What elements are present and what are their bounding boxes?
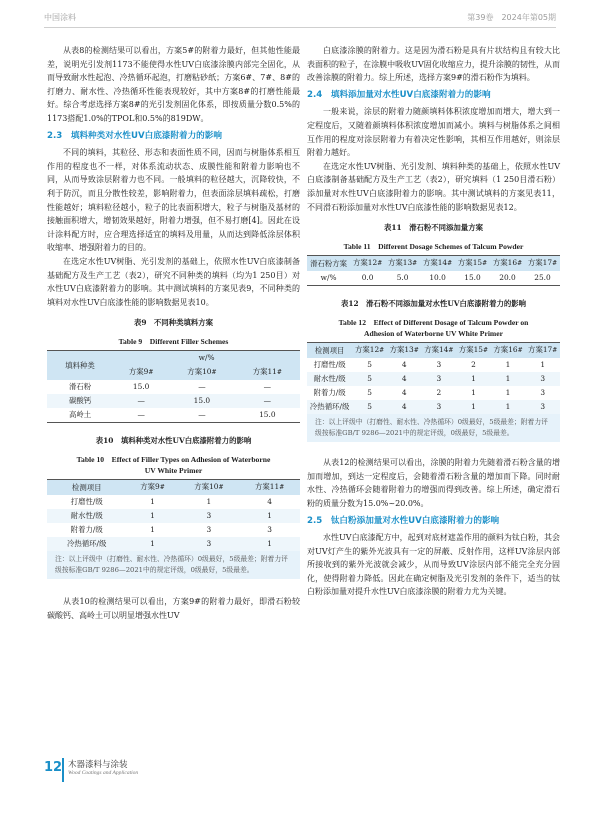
- scheme-mark: #: [279, 484, 285, 492]
- table10-col-header: 方案11#: [239, 480, 300, 496]
- paragraph: 从表12的检测结果可以看出，涂膜的附着力先随着滑石粉含量的增加而增加，到达一定程度后，会随着滑石粉含量的增加而下降。同时耐水性、冷热循环会随着附着力的增强而得到改善。综上所述，确定滑石粉的质量分数为15.0%~20.0%。: [307, 458, 560, 508]
- table-cell: 2: [422, 386, 457, 400]
- table-cell: 5: [352, 372, 387, 386]
- table-row: [307, 400, 560, 414]
- page-number: 12: [44, 760, 63, 775]
- table-cell: 15.0: [169, 394, 234, 408]
- table11-caption-en: Table 11 Different Dosage Schemes of Talcum Powder: [343, 242, 524, 252]
- table-cell: 3: [179, 509, 240, 523]
- issue-info: 第39卷 2024年第05期: [467, 13, 556, 22]
- table-cell: 1: [179, 495, 240, 509]
- table-cell: 25.0: [525, 271, 560, 286]
- table-cell: —: [113, 394, 169, 408]
- scheme-mark: #: [377, 260, 383, 268]
- row-label: 耐水性/级: [307, 372, 352, 386]
- row-label: 高岭土: [47, 408, 113, 423]
- footer-journal-zh: 木器漆料与涂装: [68, 760, 128, 770]
- table-cell: 1: [456, 372, 491, 386]
- footer-journal-en: Wood Coatings and Application: [68, 770, 139, 776]
- table-cell: 4: [387, 400, 422, 414]
- table12-col-header: 方案12#: [352, 343, 387, 359]
- table-cell: 1: [239, 537, 300, 551]
- scheme-mark: #: [447, 260, 453, 268]
- scheme-mark: #: [517, 260, 523, 268]
- table-cell: 3: [422, 358, 457, 372]
- table12-col-header: 方案15#: [456, 343, 491, 359]
- table-cell: 0.0: [350, 271, 385, 286]
- table-cell: 3: [525, 386, 560, 400]
- table-cell: 3: [422, 400, 457, 414]
- table-cell: 3: [525, 400, 560, 414]
- table-cell: 10.0: [420, 271, 455, 286]
- table12-caption-en-2: Adhesion of Waterborne UV White Primer: [364, 329, 503, 339]
- table10-caption-en-2: UV White Primer: [144, 466, 203, 476]
- table11-col-header: 方案17#: [525, 256, 560, 272]
- table-cell: 1: [491, 386, 526, 400]
- table-row: [47, 537, 300, 551]
- table-cell: 20.0: [490, 271, 525, 286]
- table11-col-header: 方案15#: [455, 256, 490, 272]
- footer-accent-bar: [62, 758, 64, 782]
- table10-caption-zh: 表10 填料种类对水性UV白底漆附着力的影响: [95, 436, 252, 446]
- table-cell: 1: [491, 400, 526, 414]
- table11-col-header: 方案12#: [350, 256, 385, 272]
- table-cell: —: [235, 394, 300, 408]
- scheme-mark: #: [552, 347, 558, 355]
- table9-col-header: 方案10#: [169, 365, 234, 380]
- table-cell: 3: [179, 523, 240, 537]
- table-cell: 2: [456, 358, 491, 372]
- table12-col-header: 方案14#: [422, 343, 457, 359]
- table10: [47, 479, 300, 551]
- table12-col-header: 方案16#: [491, 343, 526, 359]
- paragraph: 从表8的检测结果可以看出，方案5#的附着力最好，但其他性能最差，说明光引发剂1173不能使得水性UV白底漆涂膜内部完全固化，从而导致耐水性起泡、冷热循环起泡，打磨粘砂纸；方案6#、7#、8#的打磨力、耐水性、冷热循环性能表现较好，其中方案8#的打磨性能最好。综合考虑选择方案8#的光引发剂固化体系，即按质量分数0.5%的1173搭配1.0%的TPOL和0.5%的819DW。: [47, 46, 300, 123]
- table-cell: 1: [126, 495, 178, 509]
- header-divider: [44, 27, 556, 28]
- table12-col-header: 方案13#: [387, 343, 422, 359]
- scheme-mark: #: [413, 347, 419, 355]
- table9-caption-en: Table 9 Different Filler Schemes: [118, 337, 229, 347]
- table10-note: 注：以上评级中（打磨性、耐水性、冷热循环）0级最好，5级最差；附着力评级按标准GB/T 9286—2021中的规定评级，0级最好，5级最差。: [47, 551, 300, 579]
- scheme-mark: #: [482, 347, 489, 355]
- table11-col-header: 方案16#: [490, 256, 525, 272]
- table12-caption-zh: 表12 滑石粉不同添加量对水性UV白底漆附着力的影响: [340, 299, 527, 309]
- left-column: [47, 44, 300, 622]
- table-cell: 1: [126, 537, 178, 551]
- row-label: 附着力/级: [47, 523, 126, 537]
- table-row: [47, 495, 300, 509]
- scheme-mark: #: [148, 369, 154, 377]
- table-cell: 1: [491, 358, 526, 372]
- row-label: 冷热循环/级: [307, 400, 352, 414]
- table-cell: 4: [387, 386, 422, 400]
- table-cell: 5: [352, 358, 387, 372]
- table12-col-header: 方案17#: [525, 343, 560, 359]
- table12-caption-en-1: Table 12 Effect of Different Dosage of Talcum Powder on: [338, 318, 529, 328]
- scheme-mark: #: [448, 347, 454, 355]
- section-heading-2-3: 2.3 填料种类对水性UV白底漆附着力的影响: [47, 130, 222, 141]
- table-row: [47, 394, 300, 408]
- scheme-mark: #: [379, 347, 385, 355]
- table9-row-head: 填料种类: [47, 351, 113, 381]
- table-cell: 1: [456, 386, 491, 400]
- row-label: 打磨性/级: [307, 358, 352, 372]
- table-cell: 3: [179, 537, 240, 551]
- table9-col-header: 方案9#: [113, 365, 169, 380]
- table10-col-header: 方案9#: [126, 480, 178, 496]
- table-row: [47, 523, 300, 537]
- table-cell: 15.0: [113, 380, 169, 394]
- table11: [307, 255, 560, 286]
- table-row: [47, 408, 300, 423]
- table-cell: 4: [387, 372, 422, 386]
- scheme-mark: #: [276, 369, 282, 377]
- table-cell: 3: [525, 372, 560, 386]
- section-heading-2-5: 2.5 钛白粉添加量对水性UV白底漆附着力的影响: [307, 515, 500, 526]
- table12: [307, 342, 560, 414]
- table-cell: 4: [239, 495, 300, 509]
- table-cell: 4: [387, 358, 422, 372]
- table11-caption-zh: 表11 滑石粉不同添加量方案: [384, 223, 483, 233]
- table-row: [47, 380, 300, 394]
- paragraph: 水性UV白底漆配方中，起到对底材遮盖作用的颜料为钛白粉，其会对UV灯产生的紫外光波具有一定的屏蔽、反射作用，这样UV涂层内部所接收到的紫外光波就会减少，从而导致UV涂层内部不能完全充分固化，使得附着力降低。因此在确定树脂及光引发剂的条件下，适当的钛白粉添加量对提升水性UV白底漆涂膜的附着力尤为关键。: [307, 533, 560, 597]
- scheme-mark: #: [552, 260, 558, 268]
- table-cell: 1: [491, 372, 526, 386]
- row-label: 冷热循环/级: [47, 537, 126, 551]
- table10-col-header: 方案10#: [179, 480, 240, 496]
- table9-group-head: w/%: [113, 351, 300, 366]
- row-label: 打磨性/级: [47, 495, 126, 509]
- table-cell: 5.0: [385, 271, 420, 286]
- table-row: [47, 509, 300, 523]
- row-label: 耐水性/级: [47, 509, 126, 523]
- scheme-mark: #: [517, 347, 523, 355]
- journal-name: 中国涂料: [44, 13, 76, 22]
- table-cell: —: [235, 380, 300, 394]
- row-label: w/%: [307, 271, 350, 286]
- right-column: [307, 44, 560, 599]
- table-row: [307, 271, 560, 286]
- table-cell: 5: [352, 400, 387, 414]
- table-cell: 15.0: [235, 408, 300, 423]
- row-label: 滑石粉: [47, 380, 113, 394]
- table-cell: —: [169, 380, 234, 394]
- table-cell: 3: [239, 523, 300, 537]
- table-cell: 15.0: [455, 271, 490, 286]
- table-row: [307, 386, 560, 400]
- paragraph: 在选定水性UV树脂、光引发剂的基础上，依照水性UV白底漆制备基础配方及生产工艺（表2），研究不同种类的填料（均为1 250目）对水性UV白底漆附着力的影响。其中测试填料的方案见表9，不同种类的填料对水性UV白底漆性能的影响数据见表10。: [47, 256, 300, 307]
- table10-row-head: 检测项目: [47, 480, 126, 496]
- table-row: [307, 358, 560, 372]
- scheme-mark: #: [159, 484, 165, 492]
- table12-note: 注：以上评级中（打磨性、耐水性、冷热循环）0级最好，5级最差；附着力评级按标准GB/T 9286—2021中的规定评级，0级最好，5级最差。: [307, 414, 560, 442]
- table-cell: 1: [525, 358, 560, 372]
- row-label: 碳酸钙: [47, 394, 113, 408]
- paragraph: 从表10的检测结果可以看出，方案9#的附着力最好，即滑石粉较碳酸钙、高岭土可以明显增强水性UV: [47, 597, 300, 620]
- paragraph: 不同的填料，其粒径、形态和表面性质不同，因而与树脂体系相互作用的程度也不一样，对体系流动状态、成膜性能和附着力影响也不同，从而导致涂层附着力也不同。一般填料的粒径越大，沉降较快，不利于防沉，而且分散性较差，影响附着力，但表面涂层填料疏松，打磨性能越好；填料粒径越小，粒子的比表面积增大，粒子与树脂及基材的接触面积增大，增韧效果越好，附着力增强，但不易打磨[4]。因此在设计涂料配方时，应合理选择适宜的填料及用量，从而达到降低涂层体积收缩率、增强附着力的目的。: [47, 148, 300, 253]
- table10-caption-en-1: Table 10 Effect of Filler Types on Adhesion of Waterborne: [76, 455, 271, 465]
- table-cell: 3: [422, 372, 457, 386]
- table-cell: 1: [456, 400, 491, 414]
- table11-row-head: 滑石粉方案: [307, 256, 350, 272]
- table-cell: 1: [126, 509, 178, 523]
- table9: [47, 350, 300, 423]
- section-heading-2-4: 2.4 填料添加量对水性UV白底漆附着力的影响: [307, 89, 491, 100]
- table11-col-header: 方案13#: [385, 256, 420, 272]
- table9-caption-zh: 表9 不同种类填料方案: [133, 318, 214, 328]
- table-cell: 5: [352, 386, 387, 400]
- scheme-mark: #: [482, 260, 488, 268]
- table-row: [307, 372, 560, 386]
- scheme-mark: #: [412, 260, 418, 268]
- scheme-mark: #: [218, 484, 224, 492]
- scheme-mark: #: [211, 369, 217, 377]
- paragraph: 一般来说，涂层的附着力随颜填料体积浓度增加而增大，增大到一定程度后，又随着颜填料体积浓度增加而减小。填料与树脂体系之间相互作用的程度对涂层附着力有着决定性影响，其相互作用越好，则涂层附着力越好。: [307, 107, 560, 158]
- table-cell: 1: [239, 509, 300, 523]
- table-cell: —: [169, 408, 234, 423]
- table12-row-head: 检测项目: [307, 343, 352, 359]
- paragraph: 白底漆涂膜的附着力。这是因为滑石粉是具有片状结构且有较大比表面积的粒子，在涂膜中吸收UV固化收缩应力，提升涂膜的韧性，从而改善涂膜的附着力。综上所述，选择方案9#的滑石粉作为填料。: [307, 46, 560, 83]
- table-cell: —: [113, 408, 169, 423]
- table-cell: 1: [126, 523, 178, 537]
- table11-col-header: 方案14#: [420, 256, 455, 272]
- paragraph: 在选定水性UV树脂、光引发剂、填料种类的基础上，依照水性UV白底漆制备基础配方及生产工艺（表2），研究填料（1 250目滑石粉）添加量对水性UV白底漆附着力的影响。其中测试填料的方案见表11，不同滑石粉添加量对水性UV白底漆性能的影响数据见表12。: [307, 161, 560, 212]
- table9-col-header: 方案11#: [235, 365, 300, 380]
- row-label: 附着力/级: [307, 386, 352, 400]
